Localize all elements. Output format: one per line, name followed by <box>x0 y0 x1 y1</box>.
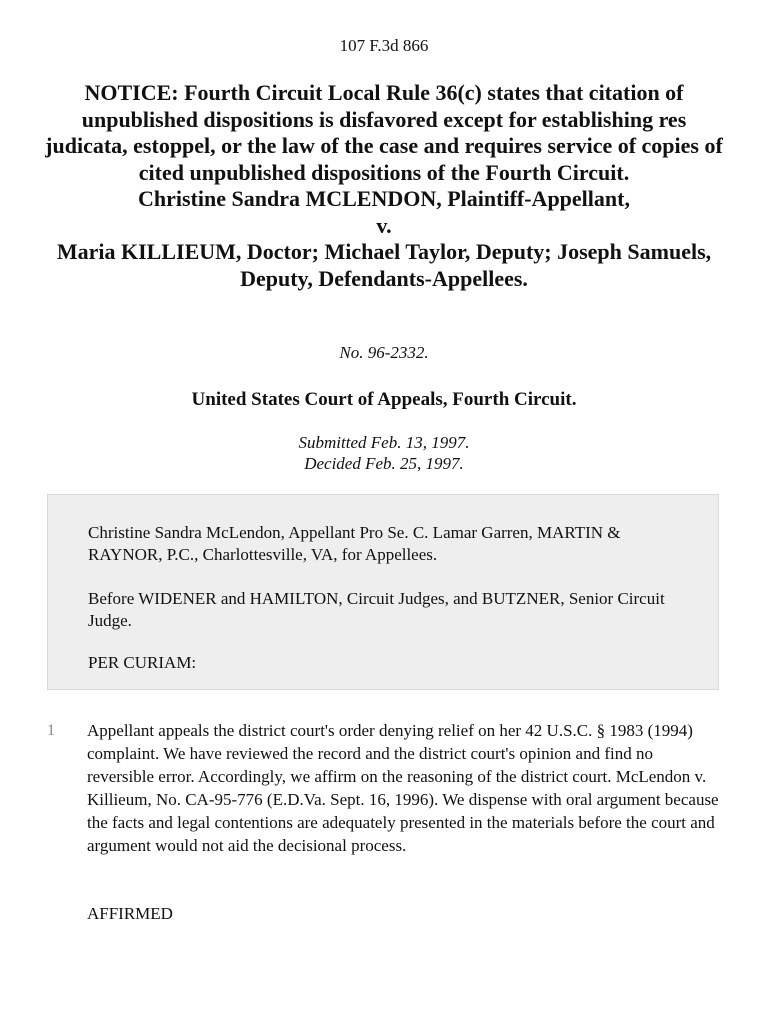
disposition: AFFIRMED <box>87 904 173 923</box>
case-citation: 107 F.3d 866 <box>339 36 429 55</box>
docket-number: No. 96-2332. <box>339 343 429 362</box>
counsel-text: Christine Sandra McLendon, Appellant Pro Se. C. Lamar Garren, MARTIN & RAYNOR, P.C., Charlottesville, VA, for Appellees. <box>88 523 621 564</box>
case-dates <box>0 432 768 474</box>
versus-caption: v. <box>376 212 392 238</box>
opinion-author: PER CURIAM: <box>88 653 197 672</box>
defendants-caption: Maria KILLIEUM, Doctor; Michael Taylor, Deputy; Joseph Samuels, Deputy, Defendants-Appellees. <box>56 239 712 291</box>
decided-date: Decided Feb. 25, 1997. <box>304 454 464 473</box>
court-name: United States Court of Appeals, Fourth Circuit. <box>191 389 577 410</box>
counsel-panel <box>47 494 719 690</box>
opinion-paragraph: Appellant appeals the district court's order denying relief on her 42 U.S.C. § 1983 (1994) complaint. We have reviewed the record and the district court's opinion and find no reversible error. Accordingly, we affirm on the reasoning of the district court. McLendon v. Killieum, No. CA-95-776 (E.D.Va. Sept. 16, 1996). We dispense with oral argument because the facts and legal contentions are adequately presented in the materials before the court and argument would not aid the decisional process. <box>87 721 719 855</box>
submitted-date: Submitted Feb. 13, 1997. <box>298 433 470 452</box>
judges-text: Before WIDENER and HAMILTON, Circuit Judges, and BUTZNER, Senior Circuit Judge. <box>88 589 665 630</box>
case-heading <box>40 80 728 292</box>
notice-text: NOTICE: Fourth Circuit Local Rule 36(c) states that citation of unpublished dispositions is disfavored except for establishing res judicata, estoppel, or the law of the case and requires service of copies of cited unpublished dispositions of the Fourth Circuit. <box>45 80 723 185</box>
paragraph-number: 1 <box>47 722 55 739</box>
plaintiff-caption: Christine Sandra MCLENDON, Plaintiff-Appellant, <box>138 186 630 211</box>
